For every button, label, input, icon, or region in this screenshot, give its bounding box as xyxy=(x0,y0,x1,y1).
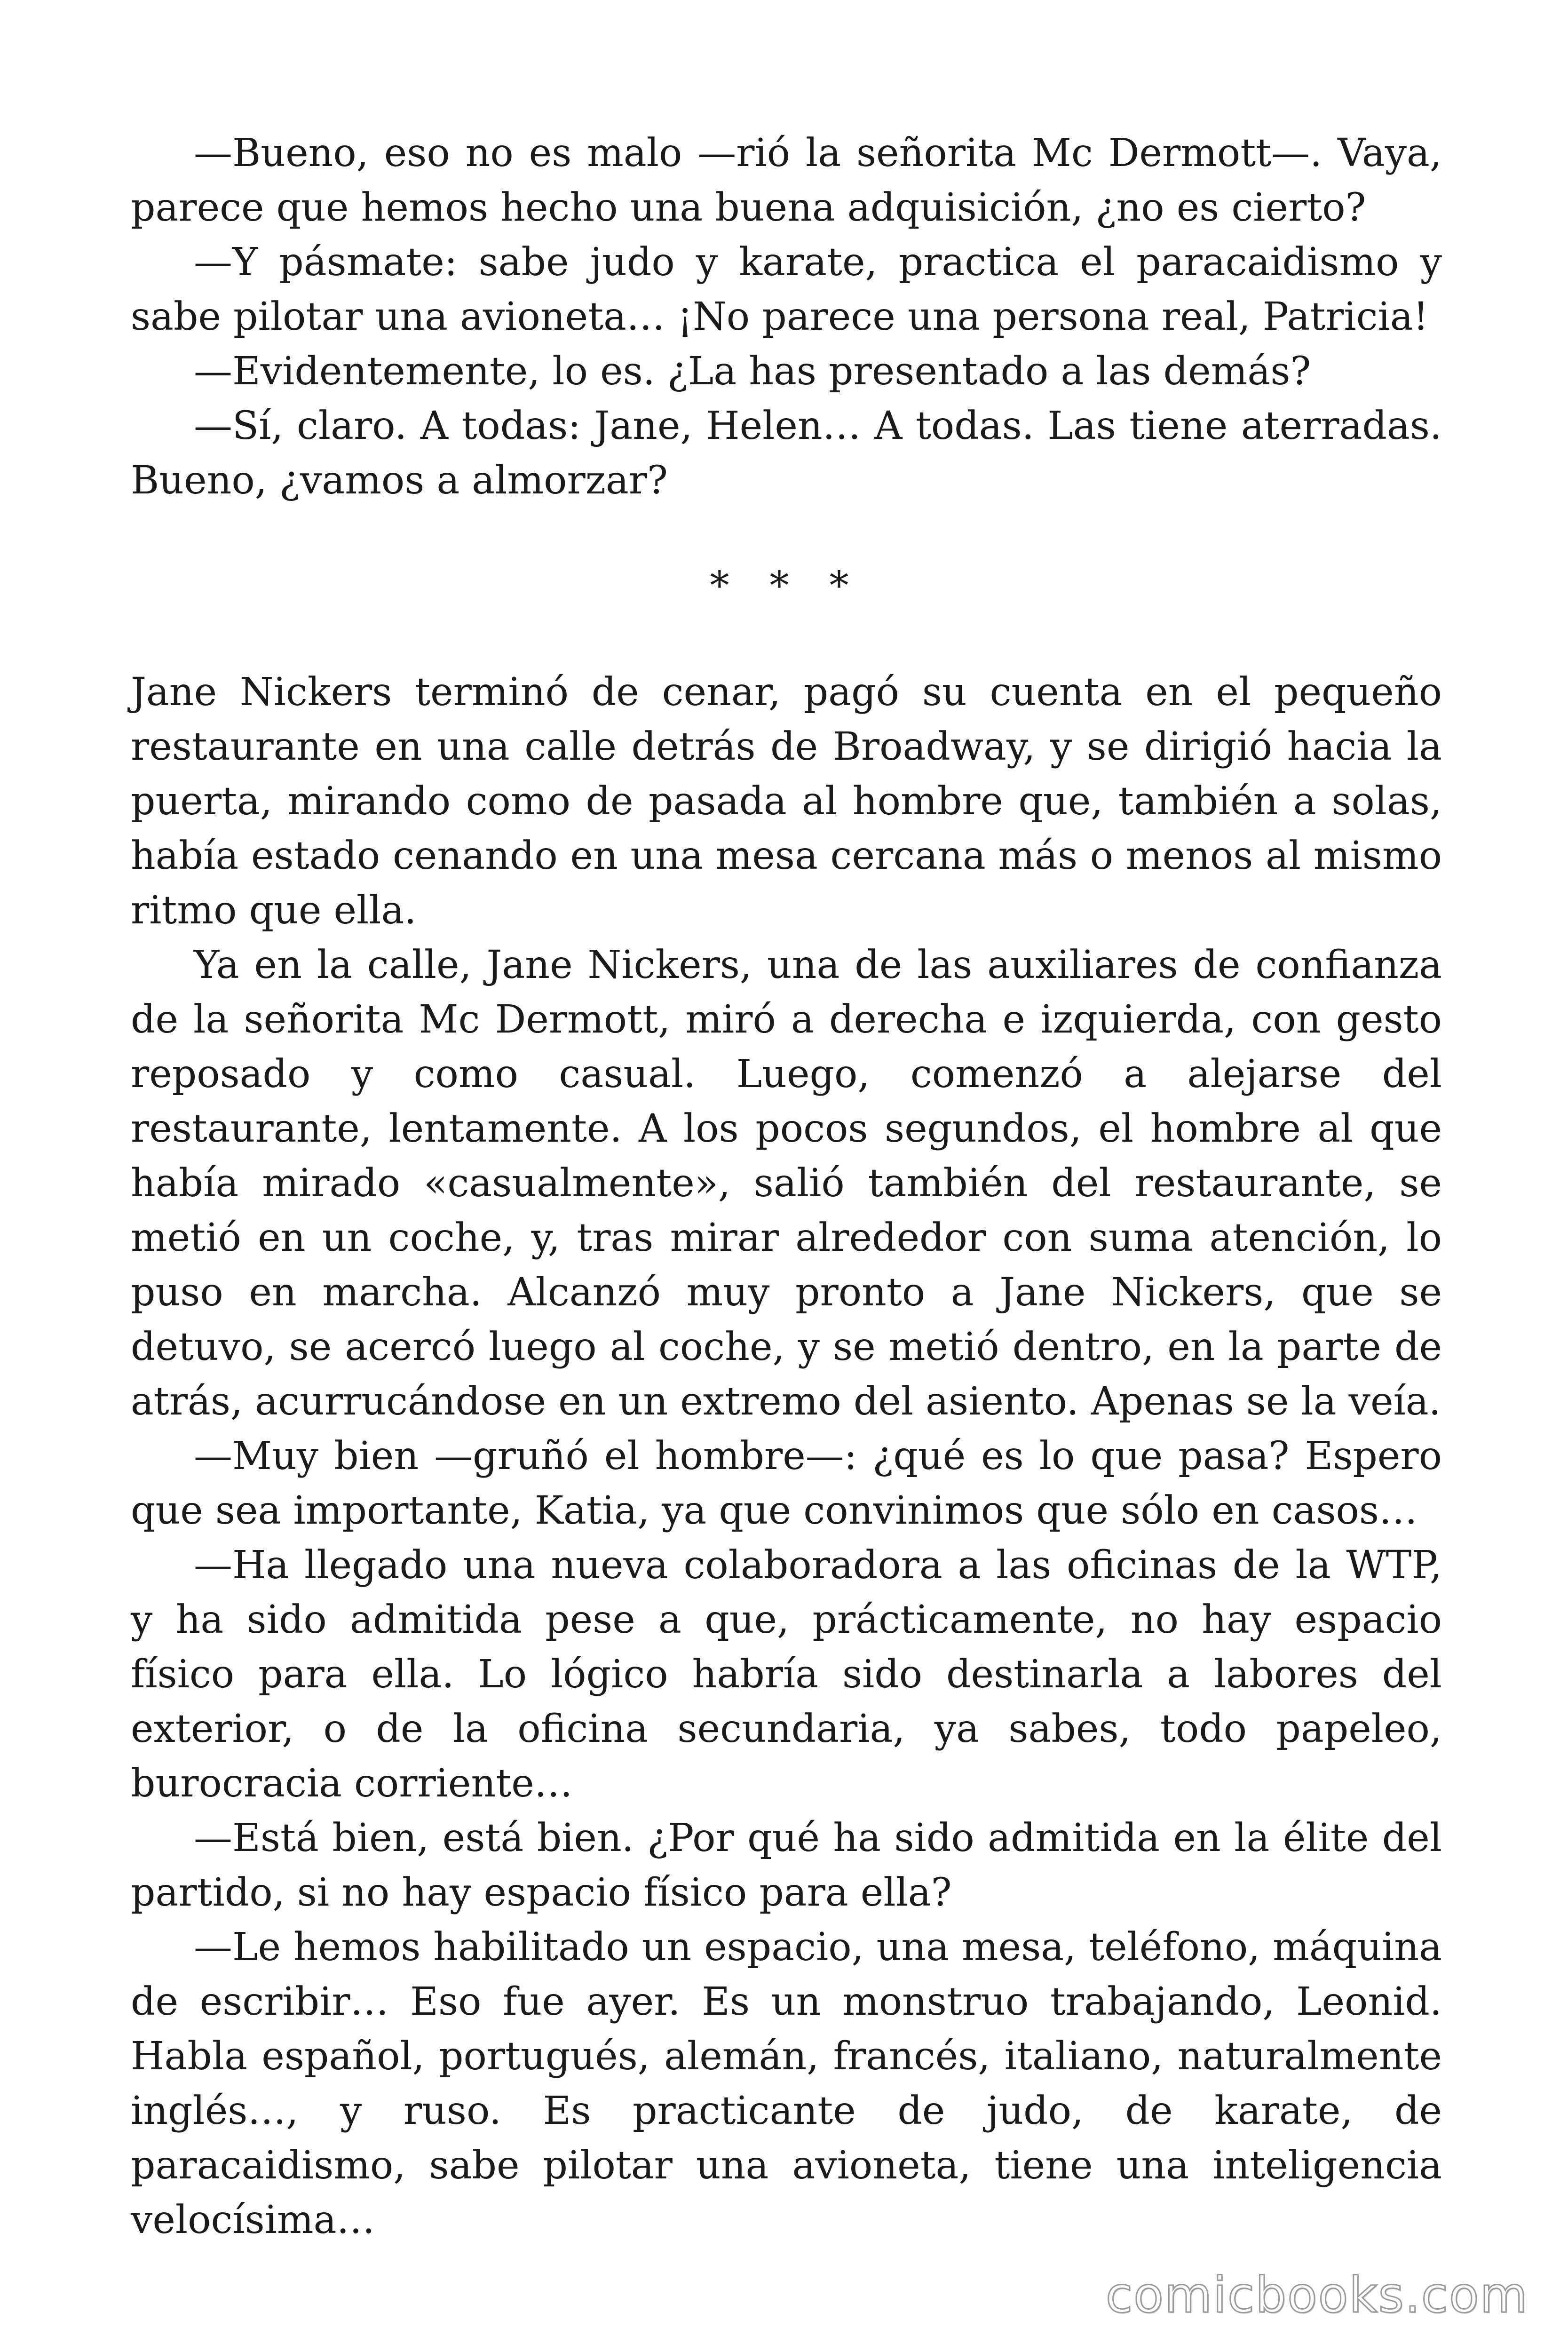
dialogue-paragraph: —Ha llegado una nueva colaboradora a las oficinas de la WTP, y ha sido admitida pese a que, prácticamente, no hay espacio físico para ella. Lo lógico habría sido destinarla a labores del exterior, o de la oficina secundaria, ya sabes, todo papeleo, burocracia corriente… xyxy=(131,1543,1442,1806)
book-page xyxy=(131,126,1442,2248)
dialogue-paragraph: —Sí, claro. A todas: Jane, Helen… A todas. Las tiene aterradas. Bueno, ¿vamos a almorzar? xyxy=(131,404,1442,503)
narrative-paragraph: Ya en la calle, Jane Nickers, una de las auxiliares de confianza de la señorita Mc Dermott, miró a derecha e izquierda, con gesto reposado y como casual. Luego, comenzó a alejarse del restaurante, lentamente. A los pocos segundos, el hombre al que había mirado «casualmente», salió también del restaurante, se metió en un coche, y, tras mirar alrededor con suma atención, lo puso en marcha. Alcanzó muy pronto a Jane Nickers, que se detuvo, se acercó luego al coche, y se metió dentro, en la parte de atrás, acurrucándose en un extremo del asiento. Apenas se la veía. xyxy=(131,943,1442,1424)
section-separator: * * * xyxy=(710,564,863,608)
narrative-paragraph: Jane Nickers terminó de cenar, pagó su cuenta en el pequeño restaurante en una calle detrás de Broadway, y se dirigió hacia la puerta, mirando como de pasada al hombre que, también a solas, había estado cenando en una mesa cercana más o menos al mismo ritmo que ella. xyxy=(131,670,1442,933)
dialogue-paragraph: —Está bien, está bien. ¿Por qué ha sido admitida en la élite del partido, si no hay espacio físico para ella? xyxy=(131,1816,1442,1915)
dialogue-paragraph: —Y pásmate: sabe judo y karate, practica el paracaidismo y sabe pilotar una avioneta… ¡No parece una persona real, Patricia! xyxy=(131,240,1442,339)
dialogue-paragraph: —Le hemos habilitado un espacio, una mesa, teléfono, máquina de escribir… Eso fue ayer. Es un monstruo trabajando, Leonid. Habla español, portugués, alemán, francés, italiano, naturalmente inglés…, y ruso. Es practicante de judo, de karate, de paracaidismo, sabe pilotar una avioneta, tiene una inteligencia velocísima… xyxy=(131,1925,1442,2242)
dialogue-paragraph: —Evidentemente, lo es. ¿La has presentado a las demás? xyxy=(194,349,1311,394)
dialogue-paragraph: —Bueno, eso no es malo —rió la señorita Mc Dermott—. Vaya, parece que hemos hecho una buena adquisición, ¿no es cierto? xyxy=(131,131,1442,230)
dialogue-paragraph: —Muy bien —gruñó el hombre—: ¿qué es lo que pasa? Espero que sea importante, Katia, ya que convinimos que sólo en casos… xyxy=(131,1434,1442,1533)
watermark-logo: comicbooks.com xyxy=(1105,2266,1528,2324)
